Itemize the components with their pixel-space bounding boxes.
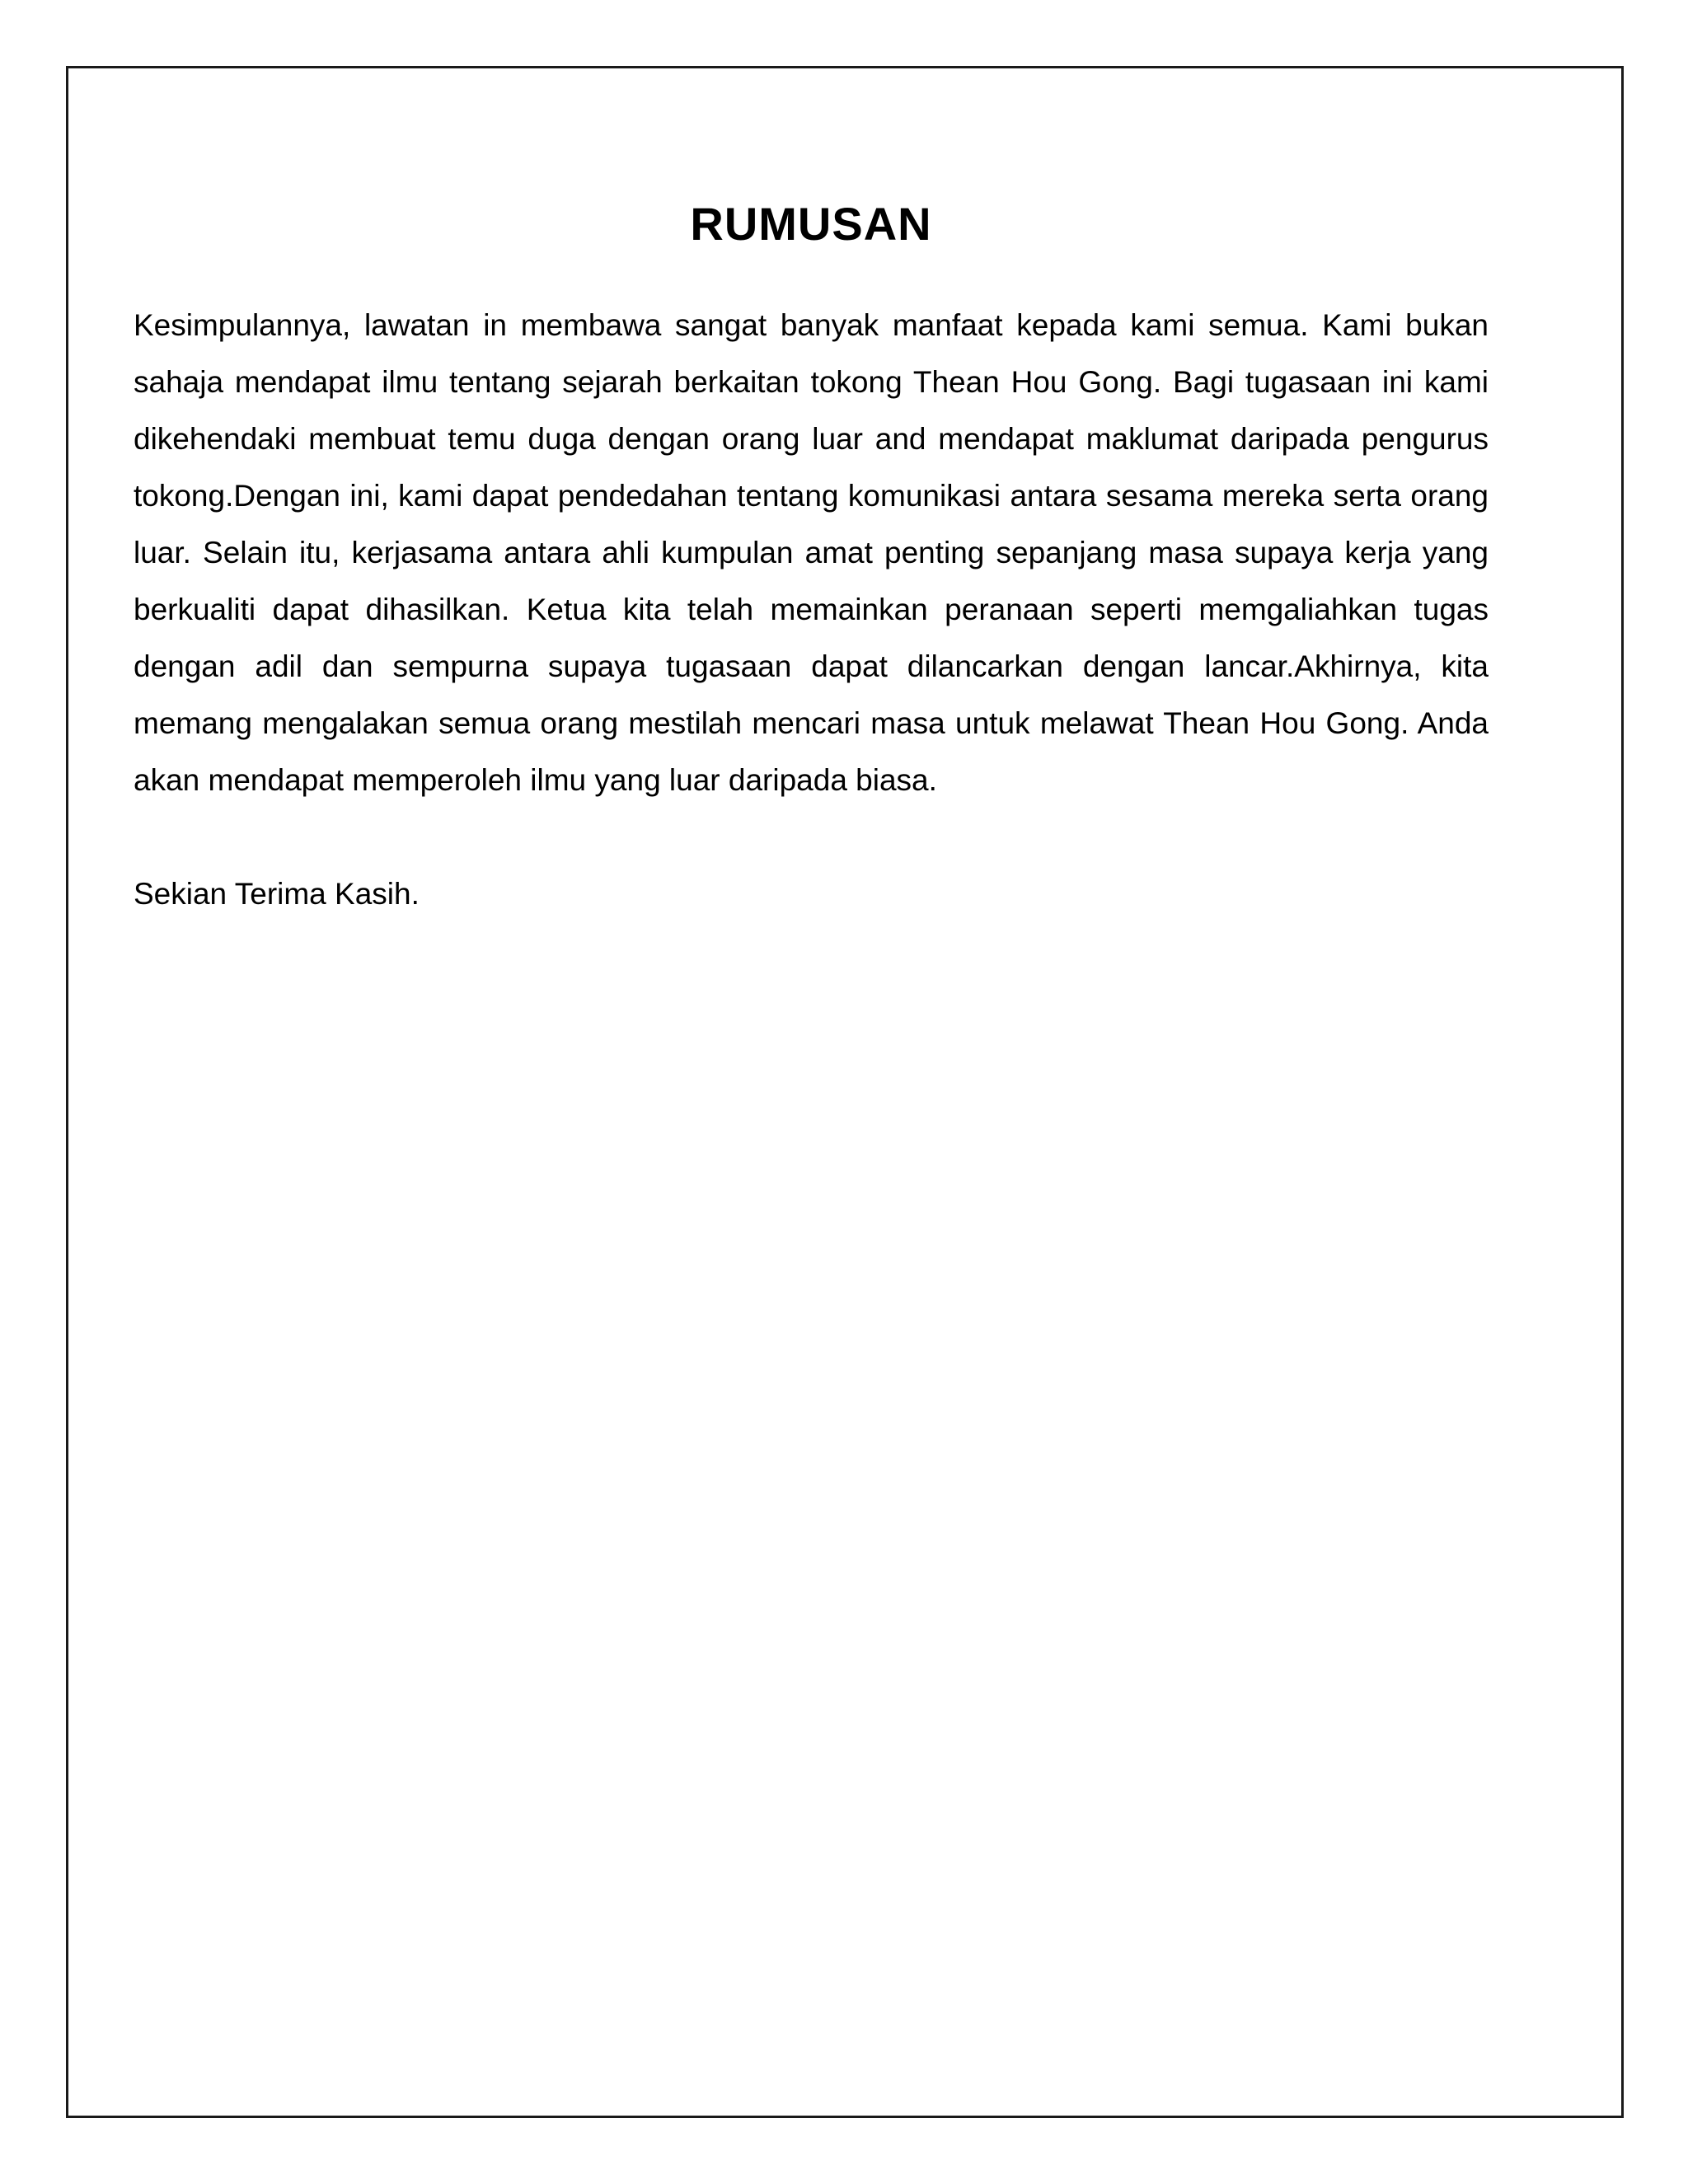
closing-line: Sekian Terima Kasih. (134, 877, 420, 911)
document-body (134, 190, 1489, 922)
document-title: RUMUSAN (690, 198, 932, 250)
summary-paragraph: Kesimpulannya, lawatan in membawa sangat banyak manfaat kepada kami semua. Kami bukan sahaja mendapat ilmu tentang sejarah berkaitan tokong Thean Hou Gong. Bagi tugasaan ini kami dikehendaki membuat temu duga dengan orang luar and mendapat maklumat daripada pengurus tokong.Dengan ini, kami dapat pendedahan tentang komunikasi antara sesama mereka serta orang luar. Selain itu, kerjasama antara ahli kumpulan amat penting sepanjang masa supaya kerja yang berkualiti dapat dihasilkan. Ketua kita telah memainkan peranaan seperti memgaliahkan tugas dengan adil dan sempurna supaya tugasaan dapat dilancarkan dengan lancar.Akhirnya, kita memang mengalakan semua orang mestilah mencari masa untuk melawat Thean Hou Gong. Anda akan mendapat memperoleh ilmu yang luar daripada biasa. (134, 308, 1489, 797)
